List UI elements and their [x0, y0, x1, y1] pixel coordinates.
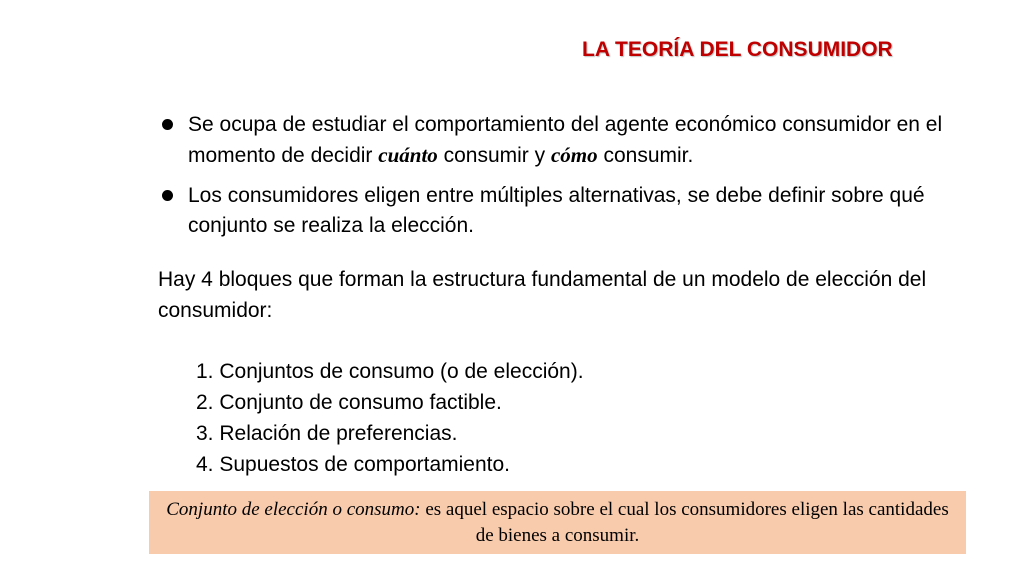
- list-item: 3. Relación de preferencias.: [196, 422, 458, 445]
- intro-paragraph: Hay 4 bloques que forman la estructura fundamental de un modelo de elección del consumidor:: [158, 268, 927, 322]
- bullet-text-part: consumir.: [597, 144, 694, 167]
- bullet-text: Los consumidores eligen entre múltiples alternativas, se debe definir sobre qué conjunto se realiza la elección.: [188, 184, 925, 237]
- blocks-list: [196, 356, 584, 480]
- list-item: 2. Conjunto de consumo factible.: [196, 391, 502, 414]
- list-item: 1. Conjuntos de consumo (o de elección).: [196, 360, 584, 383]
- bullet-item: [158, 110, 988, 171]
- emphasis-cuanto: cuánto: [378, 143, 438, 167]
- emphasis-como: cómo: [550, 143, 598, 167]
- bullet-text-part: Se ocupa de estudiar el comportamiento del agente económico consumidor en el momento de decidir: [188, 113, 943, 167]
- definition-term: Conjunto de elección o consumo:: [166, 499, 421, 520]
- bullet-icon: [162, 119, 173, 130]
- definition-text: es aquel espacio sobre el cual los consumidores eligen las cantidades de bienes a consumir.: [420, 499, 949, 546]
- bullet-text-part: consumir y: [437, 144, 551, 167]
- page-title: LA TEORÍA DEL CONSUMIDOR: [582, 38, 893, 61]
- bullet-list: [158, 110, 988, 251]
- bullet-icon: [162, 190, 173, 201]
- bullet-item: [158, 181, 988, 241]
- definition-box: [149, 491, 966, 554]
- list-item: 4. Supuestos de comportamiento.: [196, 453, 511, 476]
